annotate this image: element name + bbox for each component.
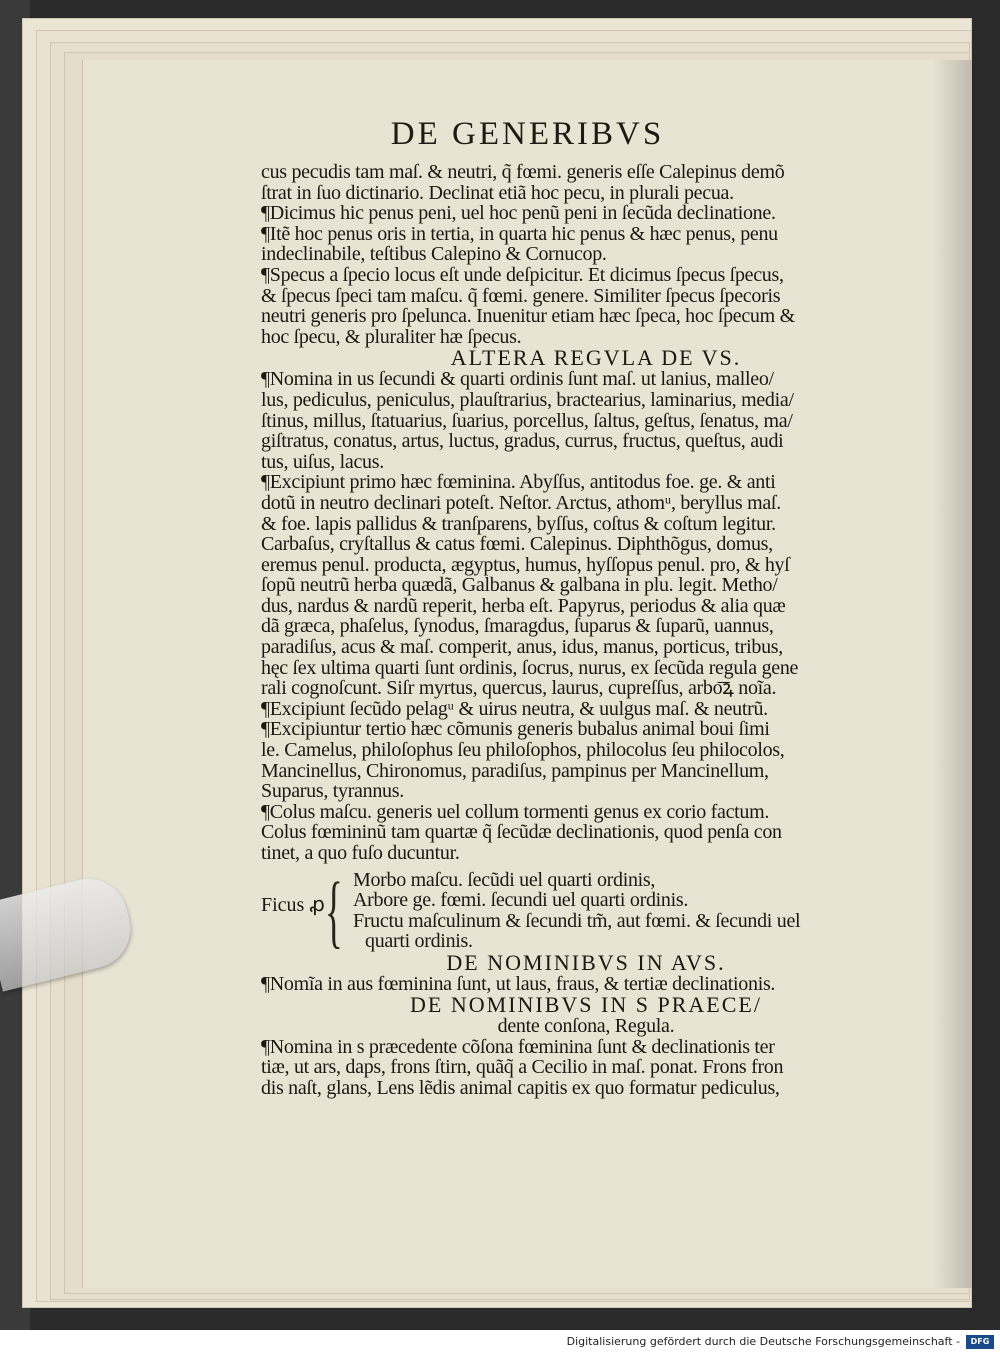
text-line: cus pecudis tam maſ. & neutri, q̃ fœmi. generis eſſe Calepinus demõ: [261, 161, 785, 183]
text-block-us: [261, 369, 911, 863]
book-page: [82, 60, 972, 1288]
text-line: eremus penul. producta, ægyptus, humus, hyſſopus penul. pro, & hyſ: [261, 553, 790, 576]
text-line: tus, uiſus, lacus.: [261, 450, 384, 473]
text-line: le. Camelus, philoſophus ſeu philoſophos, philocolus ſeu philocolos,: [261, 739, 785, 762]
text-line: rali cognoſcunt. Siſr myrtus, quercus, laurus, cupreſſus, arbo͞ꝝ noĩa.: [261, 677, 777, 700]
ficus-line: quarti ordinis.: [365, 930, 473, 953]
running-head: DE GENERIBVS: [390, 116, 665, 152]
text-line: Carbaſus, cryſtallus & catus fœmi. Calepinus. Diphthõgus, domus,: [261, 533, 773, 556]
text-line: dotũ in neutro declinari poteſt. Neſtor. Arctus, athomᵘ, beryllus maſ.: [261, 491, 781, 514]
page-gutter-shadow: [932, 60, 972, 1288]
credit-text: Digitalisierung gefördert durch die Deutsche Forschungsgemeinschaft -: [566, 1335, 960, 1348]
ficus-line: Arbore ge. fœmi. ſecundi uel quarti ordinis.: [353, 889, 689, 912]
text-line: ¶Nomina in s præcedente cõſona fœminina ſunt & declinationis ter: [261, 1035, 775, 1058]
text-line: hęc ſex ultima quarti ſunt ordinis, ſocrus, nurus, ex ſecũda regula gene: [261, 656, 799, 679]
text-line: Colus fœmininũ tam quartæ q̃ ſecũdæ declinationis, quod penſa con: [261, 821, 782, 844]
text-line: ſtrat in ſuo dictinario. Declinat etiã hoc pecu, in plurali pecua.: [261, 181, 734, 204]
text-line: hoc ſpecu, & pluraliter hæ ſpecus.: [261, 325, 522, 348]
text-line: & foe. lapis pallidus & tranſparens, byſſus, coſtus & coſtum legitur.: [261, 512, 776, 535]
text-line: neutri generis pro ſpelunca. Inuenitur etiam hæc ſpeca, hoc ſpecum &: [261, 305, 795, 328]
text-line: giſtratus, conatus, artus, luctus, gradus, currus, fructus, queſtus, audi: [261, 430, 784, 453]
ficus-entry: [261, 864, 911, 956]
text-line: Mancinellus, Chironomus, paradiſus, pampinus per Mancinellum,: [261, 759, 769, 782]
ficus-line: Morbo maſcu. ſecũdi uel quarti ordinis,: [353, 868, 656, 891]
text-line: ¶Excipiuntur tertio hæc cõmunis generis bubalus animal boui ſimi: [261, 718, 770, 741]
text-line: ¶Nomĩa in aus fœminina ſunt, ut laus, fraus, & tertiæ declinationis.: [261, 972, 776, 995]
section-heading-s: DE NOMINIBVS IN S PRAECE/: [410, 992, 762, 1018]
dfg-logo: DFG: [966, 1335, 994, 1349]
section-heading-altera: ALTERA REGVLA DE VS.: [450, 345, 742, 371]
ficus-label: Ficus ꝓ: [261, 893, 325, 916]
ficus-lines: [353, 870, 800, 952]
text-line: & ſpecus ſpeci tam maſcu. q̃ fœmi. genere. Similiter ſpecus ſpecoris: [261, 284, 781, 307]
text-line: dus, nardus & nardũ reperit, herba eſt. Papyrus, periodus & alia quæ: [261, 594, 786, 617]
text-line: dis naſt, glans, Lens lẽdis animal capitis ex quo formatur pediculus,: [261, 1076, 780, 1099]
credit-bar: [0, 1330, 1000, 1354]
text-line: tiæ, ut ars, daps, frons ſtirn, quãq̃ a Cecilio in maſ. ponat. Frons fron: [261, 1056, 784, 1079]
text-line: paradiſus, acus & maſ. comperit, anus, idus, manus, porticus, tribus,: [261, 636, 783, 659]
ficus-line: Fructu maſculinum & ſecundi tm̃, aut fœmi. & ſecundi uel: [353, 909, 801, 932]
text-line: ¶Colus maſcu. generis uel collum tormenti genus ex corio factum.: [261, 800, 770, 823]
text-line: ¶Nomina in us ſecundi & quarti ordinis ſunt maſ. ut lanius, malleo/: [261, 368, 774, 391]
text-block-s: [261, 1037, 911, 1099]
text-line: dã græca, phaſelus, ſynodus, ſmaragdus, ſuparus & ſuparũ, uannus,: [261, 615, 774, 638]
text-line: ¶Excipiunt ſecũdo pelagᵘ & uirus neutra, & uulgus maſ. & neutrũ.: [261, 697, 768, 720]
text-line: ¶Excipiunt primo hæc fœminina. Abyſſus, antitodus foe. ge. & anti: [261, 471, 776, 494]
text-line: ¶Itẽ hoc penus oris in tertia, in quarta hic penus & hæc penus, penu: [261, 222, 778, 245]
text-line: ¶Dicimus hic penus peni, uel hoc penũ peni in ſecũda declinatione.: [261, 202, 776, 225]
text-line: ſopũ neutrũ herba quædã, Galbanus & galbana in plu. legit. Metho/: [261, 574, 778, 597]
text-line: Suparus, tyrannus.: [261, 780, 404, 803]
text-line: indeclinabile, teſtibus Calepino & Cornucop.: [261, 243, 607, 266]
page-text: [261, 162, 911, 1099]
text-line: ¶Specus a ſpecio locus eſt unde deſpicitur. Et dicimus ſpecus ſpecus,: [261, 263, 784, 286]
text-line: ſtinus, millus, ſtatuarius, ſuarius, porcellus, ſaltus, geſtus, ſenatus, ma/: [261, 409, 793, 432]
text-line: tinet, a quo fuſo ducuntur.: [261, 842, 460, 864]
text-line: lus, pediculus, peniculus, plauſtrarius, bractearius, laminarius, media/: [261, 388, 794, 411]
text-block-specus: [261, 162, 911, 347]
section-subheading-s: dente conſona, Regula.: [497, 1015, 675, 1038]
section-heading-aus: DE NOMINIBVS IN AVS.: [446, 949, 726, 975]
brace-glyph: {: [325, 864, 343, 956]
